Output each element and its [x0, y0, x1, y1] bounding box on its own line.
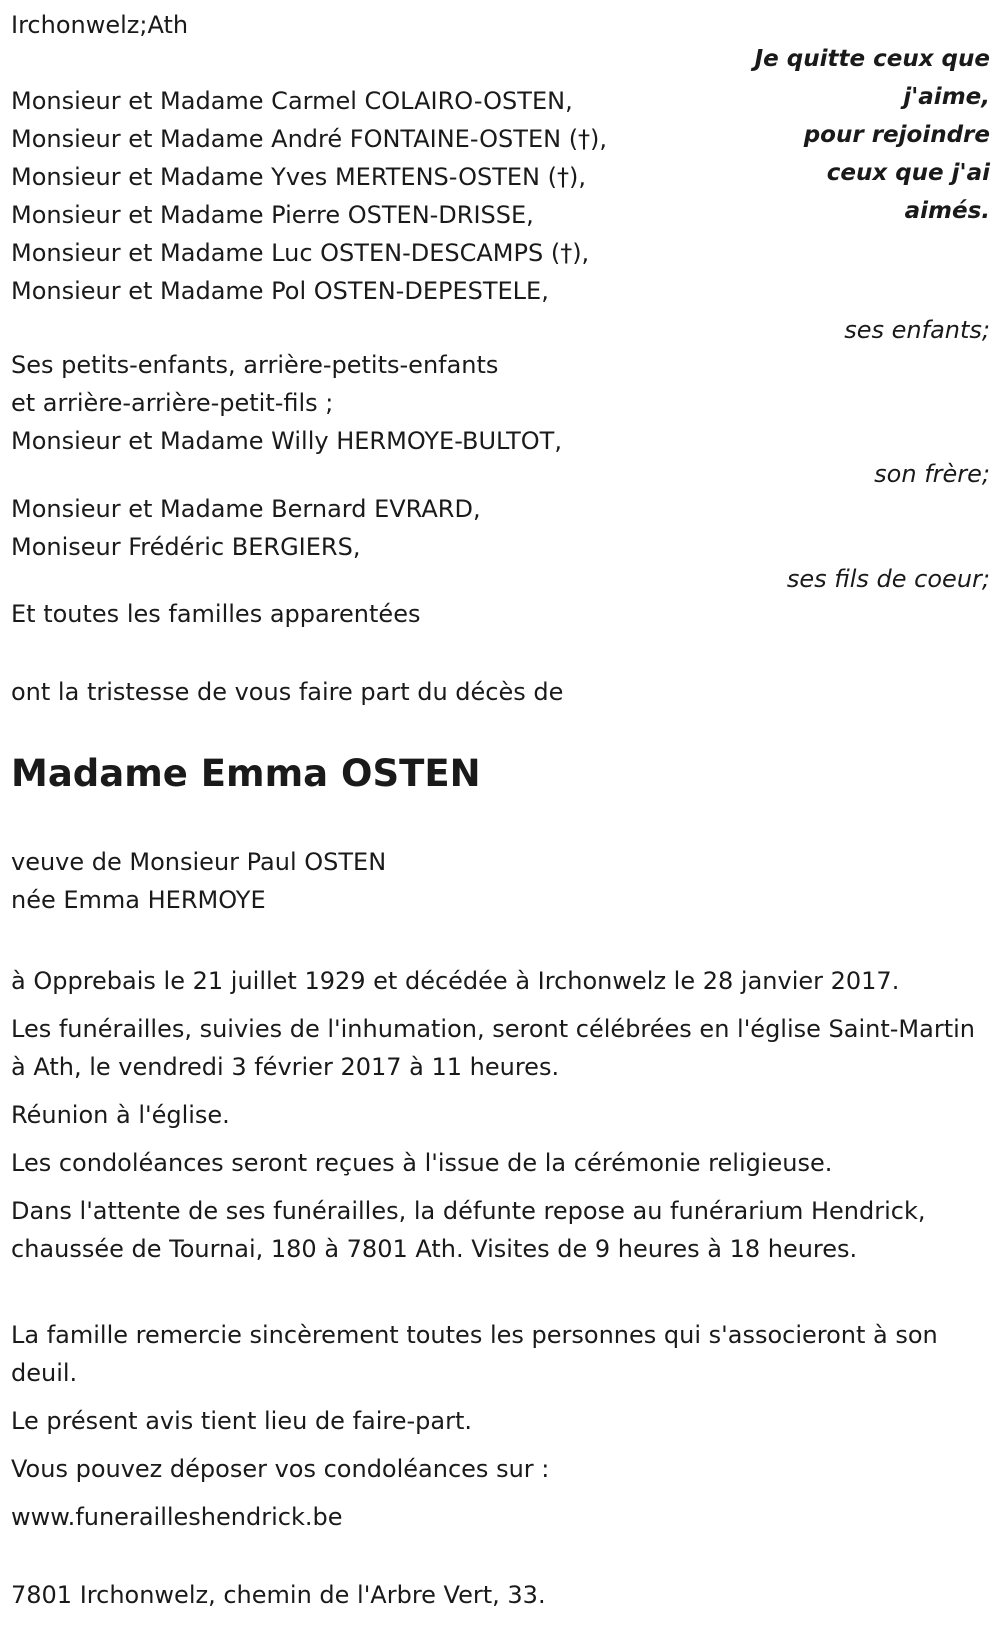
thanks-info: La famille remercie sincèrement toutes les personnes qui s'associeront à son deuil.	[11, 1321, 938, 1387]
condolences-info: Les condoléances seront reçues à l'issue de la cérémonie religieuse.	[11, 1149, 833, 1177]
children-relation: ses enfants;	[844, 316, 990, 344]
funeral-info: Les funérailles, suivies de l'inhumation, seront célébrées en l'église Saint-Martin à Ath, le vendredi 3 février 2017 à 11 heures.	[11, 1015, 975, 1081]
online-condolences: Vous pouvez déposer vos condoléances sur :	[11, 1455, 550, 1483]
grandchildren-line: et arrière-arrière-petit-fils ;	[11, 389, 334, 417]
deceased-info	[11, 843, 386, 919]
grandchildren	[11, 346, 498, 422]
announcement: ont la tristesse de vous faire part du décès de	[11, 678, 564, 706]
children-list	[11, 82, 607, 310]
child-line: Monsieur et Madame Yves MERTENS-OSTEN (†),	[11, 163, 586, 191]
brother-line: Monsieur et Madame Willy HERMOYE-BULTOT,	[11, 427, 562, 455]
quote-line: Je quitte ceux que	[754, 46, 990, 72]
quote-line: j'aime,	[903, 84, 990, 110]
widow-of: veuve de Monsieur Paul OSTEN	[11, 848, 387, 876]
families-line: Et toutes les familles apparentées	[11, 600, 421, 628]
funerarium-info: Dans l'attente de ses funérailles, la défunte repose au funérarium Hendrick, chaussée de Tournai, 180 à 7801 Ath. Visites de 9 heures à 18 heures.	[11, 1197, 926, 1263]
address: 7801 Irchonwelz, chemin de l'Arbre Vert, 33.	[11, 1581, 546, 1609]
meeting-info: Réunion à l'église.	[11, 1101, 230, 1129]
heart-sons-relation: ses fils de coeur;	[786, 565, 990, 593]
website-link[interactable]: www.funerailleshendrick.be	[11, 1503, 343, 1531]
child-line: Monsieur et Madame Carmel COLAIRO-OSTEN,	[11, 87, 573, 115]
heart-son-line: Moniseur Frédéric BERGIERS,	[11, 533, 361, 561]
quote-line: aimés.	[904, 198, 990, 224]
birth-death-dates: à Opprebais le 21 juillet 1929 et décédée à Irchonwelz le 28 janvier 2017.	[11, 967, 900, 995]
deceased-name: Madame Emma OSTEN	[11, 752, 481, 795]
grandchildren-line: Ses petits-enfants, arrière-petits-enfants	[11, 351, 499, 379]
child-line: Monsieur et Madame André FONTAINE-OSTEN (†),	[11, 125, 608, 153]
child-line: Monsieur et Madame Luc OSTEN-DESCAMPS (†),	[11, 239, 590, 267]
quote-line: pour rejoindre	[803, 122, 990, 148]
brother-relation: son frère;	[874, 460, 990, 488]
notice-info: Le présent avis tient lieu de faire-part.	[11, 1407, 473, 1435]
quote-line: ceux que j'ai	[826, 160, 990, 186]
heart-sons	[11, 490, 481, 566]
birth-name: née Emma HERMOYE	[11, 886, 266, 914]
heart-son-line: Monsieur et Madame Bernard EVRARD,	[11, 495, 481, 523]
quote	[730, 40, 990, 230]
child-line: Monsieur et Madame Pol OSTEN-DEPESTELE,	[11, 277, 549, 305]
child-line: Monsieur et Madame Pierre OSTEN-DRISSE,	[11, 201, 534, 229]
location-header: Irchonwelz;Ath	[11, 11, 189, 39]
